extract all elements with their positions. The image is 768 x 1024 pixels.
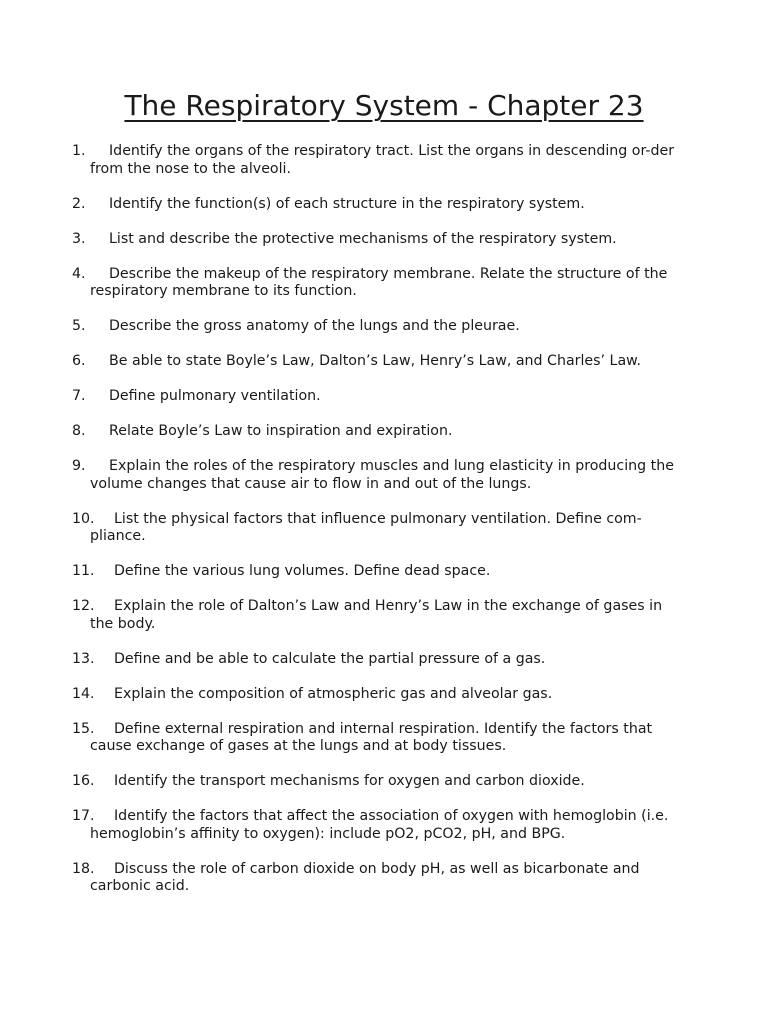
item-number: 1. (72, 143, 86, 159)
list-item (72, 773, 682, 791)
item-number: 17. (72, 808, 95, 824)
item-number: 12. (72, 598, 95, 614)
list-item (72, 563, 682, 581)
item-text: Explain the roles of the respiratory muscles and lung elasticity in producing the volume changes that cause air to flow in and out of the lungs. (90, 458, 674, 492)
item-text: Discuss the role of carbon dioxide on body pH, as well as bicarbonate and carbonic acid. (90, 860, 640, 894)
list-item (72, 721, 682, 756)
list-item (72, 266, 682, 301)
item-text: Identify the transport mechanisms for oxygen and carbon dioxide. (114, 773, 585, 789)
item-text: Identify the function(s) of each structure in the respiratory system. (109, 195, 585, 212)
list-item (72, 651, 682, 669)
list-item (72, 458, 682, 493)
list-item (72, 598, 682, 633)
item-number: 7. (72, 388, 86, 404)
page-title: The Respiratory System - Chapter 23 (124, 89, 644, 122)
item-text: Be able to state Boyle’s Law, Dalton’s Law, Henry’s Law, and Charles’ Law. (109, 353, 641, 369)
item-text: Define pulmonary ventilation. (109, 388, 321, 404)
list-item (72, 196, 682, 214)
item-number: 4. (72, 265, 86, 282)
item-text: Define and be able to calculate the partial pressure of a gas. (114, 650, 546, 667)
item-text: Explain the composition of atmospheric gas and alveolar gas. (114, 685, 553, 702)
list-item (72, 686, 682, 704)
item-text: Identify the organs of the respiratory tract. List the organs in descending or-der from the nose to the alveoli. (90, 143, 675, 177)
list-item (72, 511, 682, 546)
item-text: Define the various lung volumes. Define dead space. (114, 563, 491, 579)
list-item (72, 231, 682, 249)
item-number: 15. (72, 720, 95, 737)
item-text: Identify the factors that affect the association of oxygen with hemoglobin (i.e. hemoglobin’s affinity to oxygen): include pO2, pCO2, pH, and BPG. (90, 808, 669, 842)
objectives-list (72, 143, 682, 913)
list-item (72, 423, 682, 441)
item-text: Relate Boyle’s Law to inspiration and expiration. (109, 423, 453, 439)
item-number: 2. (72, 195, 86, 212)
item-number: 3. (72, 230, 86, 247)
item-number: 10. (72, 510, 95, 527)
item-number: 11. (72, 563, 95, 579)
list-item (72, 808, 682, 843)
item-number: 6. (72, 353, 86, 369)
list-item (72, 388, 682, 406)
list-item (72, 353, 682, 371)
item-number: 14. (72, 685, 95, 702)
item-number: 18. (72, 860, 95, 877)
item-number: 8. (72, 423, 86, 439)
item-text: List and describe the protective mechanisms of the respiratory system. (109, 230, 617, 247)
item-number: 5. (72, 318, 86, 334)
item-number: 9. (72, 458, 86, 474)
list-item (72, 318, 682, 336)
item-text: List the physical factors that influence pulmonary ventilation. Define com-pliance. (90, 510, 642, 544)
item-text: Describe the makeup of the respiratory membrane. Relate the structure of the respiratory membrane to its function. (90, 265, 668, 299)
list-item (72, 861, 682, 896)
item-text: Explain the role of Dalton’s Law and Henry’s Law in the exchange of gases in the body. (90, 598, 663, 632)
item-number: 16. (72, 773, 95, 789)
item-number: 13. (72, 650, 95, 667)
list-item (72, 143, 682, 178)
item-text: Describe the gross anatomy of the lungs and the pleurae. (109, 318, 520, 334)
item-text: Define external respiration and internal respiration. Identify the factors that cause exchange of gases at the lungs and at body tissues. (90, 720, 653, 754)
